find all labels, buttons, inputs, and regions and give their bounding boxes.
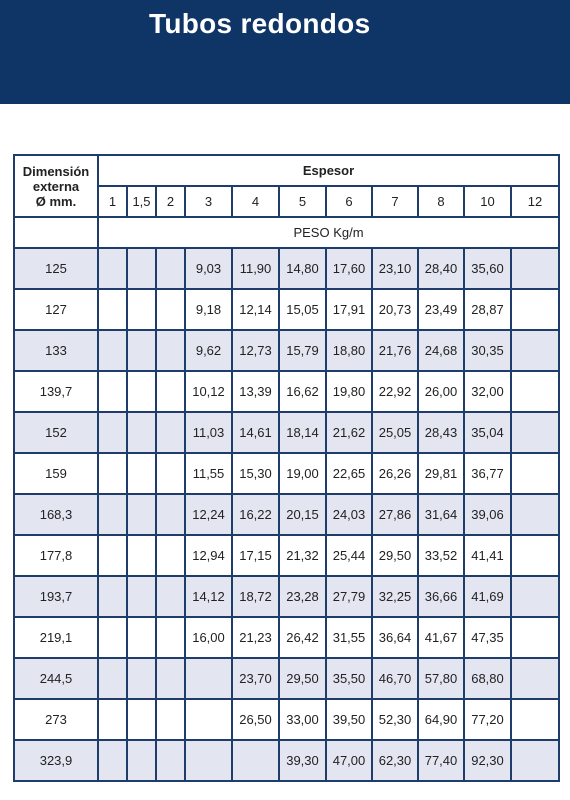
weight-cell: 41,69 [464,576,511,617]
thickness-header-cell: 7 [372,186,418,217]
thickness-header-cell: 1,5 [127,186,156,217]
weight-cell: 32,25 [372,576,418,617]
dimension-header-line: Ø mm. [35,193,77,209]
weight-cell: 16,62 [279,371,326,412]
weight-cell [127,248,156,289]
weight-cell: 9,18 [185,289,232,330]
weight-cell [156,699,185,740]
dimension-cell: 244,5 [14,658,98,699]
weight-cell [156,371,185,412]
weight-cell: 30,35 [464,330,511,371]
weight-cell [511,740,559,781]
weight-cell [127,453,156,494]
table-row [14,740,559,781]
weight-cell [511,576,559,617]
weight-cell [98,248,127,289]
dimension-header [14,155,98,217]
weight-cell: 29,81 [418,453,464,494]
table-row [14,289,559,330]
weight-cell: 24,03 [326,494,372,535]
weight-cell [511,248,559,289]
weight-cell [156,494,185,535]
table-row [14,330,559,371]
weight-cell [127,617,156,658]
weight-cell: 16,22 [232,494,279,535]
weight-cell: 31,64 [418,494,464,535]
weight-cell: 32,00 [464,371,511,412]
dimension-cell: 159 [14,453,98,494]
weight-cell [98,535,127,576]
weight-cell: 14,12 [185,576,232,617]
weight-cell: 25,44 [326,535,372,576]
weight-cell [511,535,559,576]
weight-cell: 33,00 [279,699,326,740]
dimension-cell: 323,9 [14,740,98,781]
table-row [14,535,559,576]
weight-cell [511,371,559,412]
weight-cell: 16,00 [185,617,232,658]
weight-cell [127,330,156,371]
dimension-cell: 177,8 [14,535,98,576]
weight-cell: 15,30 [232,453,279,494]
weight-cell: 92,30 [464,740,511,781]
weight-cell: 11,03 [185,412,232,453]
weight-cell [98,289,127,330]
dimension-cell: 273 [14,699,98,740]
weight-cell: 41,67 [418,617,464,658]
table-row [14,453,559,494]
weight-cell: 25,05 [372,412,418,453]
weight-cell: 39,06 [464,494,511,535]
weight-cell: 62,30 [372,740,418,781]
weight-cell [127,658,156,699]
weight-cell [127,576,156,617]
weight-cell: 19,00 [279,453,326,494]
table-body [14,248,559,781]
weight-cell: 26,00 [418,371,464,412]
weight-cell: 27,86 [372,494,418,535]
weight-cell: 9,62 [185,330,232,371]
weight-cell: 47,35 [464,617,511,658]
weight-cell: 21,23 [232,617,279,658]
units-label: PESO Kg/m [98,217,559,248]
weight-cell: 33,52 [418,535,464,576]
weight-cell [127,371,156,412]
weight-cell [185,699,232,740]
weight-cell [511,494,559,535]
weight-cell: 11,55 [185,453,232,494]
weight-cell: 21,32 [279,535,326,576]
weight-cell: 52,30 [372,699,418,740]
weight-cell [98,699,127,740]
weight-cell: 26,50 [232,699,279,740]
weight-cell: 35,04 [464,412,511,453]
weight-cell [511,453,559,494]
weight-cell [98,740,127,781]
table-row [14,576,559,617]
weight-cell: 28,43 [418,412,464,453]
weight-cell: 23,70 [232,658,279,699]
weight-cell: 39,50 [326,699,372,740]
weight-cell [127,740,156,781]
thickness-header-cell: 12 [511,186,559,217]
weight-cell [156,248,185,289]
weight-cell: 23,10 [372,248,418,289]
thickness-header-cell: 10 [464,186,511,217]
weight-cell: 41,41 [464,535,511,576]
table-row [14,617,559,658]
weight-cell: 9,03 [185,248,232,289]
weight-cell: 46,70 [372,658,418,699]
weight-cell: 17,60 [326,248,372,289]
weight-cell [127,289,156,330]
weight-cell [511,289,559,330]
weight-cell [98,371,127,412]
weight-cell: 10,12 [185,371,232,412]
weight-cell: 18,72 [232,576,279,617]
weight-cell: 23,28 [279,576,326,617]
weight-cell [127,412,156,453]
weight-cell: 36,66 [418,576,464,617]
weight-cell: 35,50 [326,658,372,699]
weight-cell: 47,00 [326,740,372,781]
weight-cell: 21,76 [372,330,418,371]
weight-cell [156,740,185,781]
weight-cell: 14,80 [279,248,326,289]
table-row [14,658,559,699]
weight-cell: 28,87 [464,289,511,330]
weight-cell: 24,68 [418,330,464,371]
weight-cell [156,535,185,576]
weight-cell [98,658,127,699]
weight-cell [185,658,232,699]
espesor-header: Espesor [98,155,559,186]
weight-cell [185,740,232,781]
weight-cell: 11,90 [232,248,279,289]
weight-cell [511,658,559,699]
thickness-header-cell: 1 [98,186,127,217]
thickness-header-cell: 8 [418,186,464,217]
weight-cell: 17,91 [326,289,372,330]
units-blank-cell [14,217,98,248]
weight-cell [511,412,559,453]
weight-cell: 36,64 [372,617,418,658]
dimension-cell: 139,7 [14,371,98,412]
weight-cell [98,494,127,535]
table-row [14,248,559,289]
weight-cell [127,494,156,535]
weight-cell [511,699,559,740]
thickness-header-cell: 3 [185,186,232,217]
weight-cell [98,617,127,658]
weight-cell: 19,80 [326,371,372,412]
weight-cell: 68,80 [464,658,511,699]
dimension-cell: 168,3 [14,494,98,535]
weight-cell: 77,40 [418,740,464,781]
weight-cell: 23,49 [418,289,464,330]
page-title: Tubos redondos [149,8,371,39]
weight-cell: 21,62 [326,412,372,453]
weight-cell: 15,05 [279,289,326,330]
dimension-header-line: Dimensión [22,163,90,179]
weight-cell [98,412,127,453]
weight-cell [511,330,559,371]
dimension-cell: 193,7 [14,576,98,617]
dimension-cell: 133 [14,330,98,371]
weight-cell: 18,14 [279,412,326,453]
weight-cell: 18,80 [326,330,372,371]
thickness-header-cell: 4 [232,186,279,217]
weight-cell: 31,55 [326,617,372,658]
weight-cell: 77,20 [464,699,511,740]
weight-cell: 57,80 [418,658,464,699]
thickness-header-cell: 6 [326,186,372,217]
weight-cell: 20,73 [372,289,418,330]
weight-cell: 39,30 [279,740,326,781]
weight-cell: 26,26 [372,453,418,494]
weight-cell: 12,24 [185,494,232,535]
weight-cell: 26,42 [279,617,326,658]
weight-cell: 20,15 [279,494,326,535]
weight-cell [156,330,185,371]
table-row [14,412,559,453]
weight-cell: 35,60 [464,248,511,289]
dimension-cell: 152 [14,412,98,453]
table-row [14,494,559,535]
weight-cell [511,617,559,658]
dimension-cell: 127 [14,289,98,330]
dimension-cell: 219,1 [14,617,98,658]
weight-cell: 12,14 [232,289,279,330]
weight-cell [156,412,185,453]
dimension-header-line: externa [32,178,80,194]
weight-cell: 22,65 [326,453,372,494]
weight-cell [156,453,185,494]
tube-weight-table [13,154,560,782]
thickness-header-cell: 5 [279,186,326,217]
weight-cell: 36,77 [464,453,511,494]
weight-cell [98,453,127,494]
dimension-cell: 125 [14,248,98,289]
thickness-header-cell: 2 [156,186,185,217]
weight-cell [98,576,127,617]
title-banner [0,0,570,104]
weight-cell: 28,40 [418,248,464,289]
weight-cell: 29,50 [372,535,418,576]
weight-cell: 12,94 [185,535,232,576]
weight-cell [127,535,156,576]
weight-cell: 29,50 [279,658,326,699]
weight-cell: 15,79 [279,330,326,371]
weight-cell: 17,15 [232,535,279,576]
weight-cell: 22,92 [372,371,418,412]
weight-cell [98,330,127,371]
weight-cell [156,289,185,330]
weight-cell [156,658,185,699]
weight-cell: 64,90 [418,699,464,740]
weight-cell: 13,39 [232,371,279,412]
weight-cell [232,740,279,781]
table-row [14,371,559,412]
weight-cell [127,699,156,740]
table-row [14,699,559,740]
weight-cell [156,576,185,617]
weight-cell: 14,61 [232,412,279,453]
weight-cell: 12,73 [232,330,279,371]
weight-cell [156,617,185,658]
weight-cell: 27,79 [326,576,372,617]
